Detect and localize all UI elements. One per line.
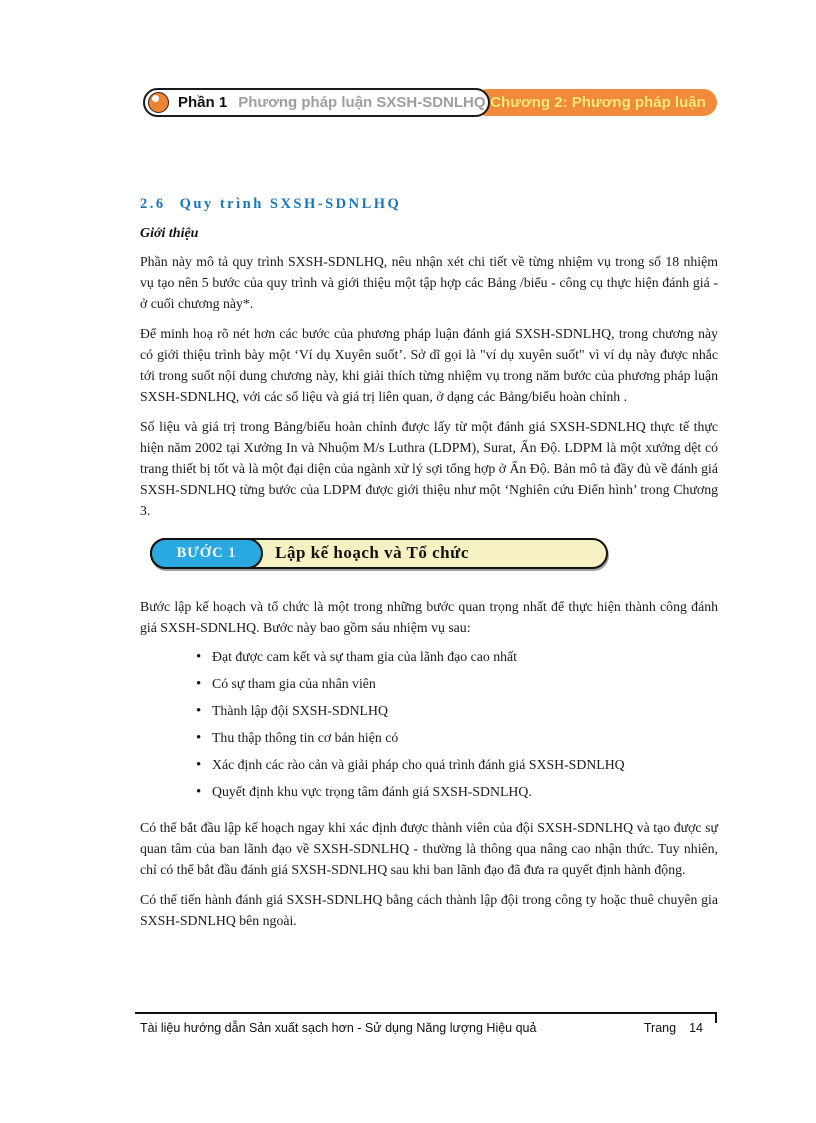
page-header	[0, 88, 816, 117]
task-list	[140, 647, 718, 802]
paragraph: Phần này mô tả quy trình SXSH-SDNLHQ, nêu nhận xét chi tiết về từng nhiệm vụ trong số 18 nhiệm vụ tạo nên 5 bước của quy trình và giới thiệu một tập hợp các Bảng /biểu - công cụ thực hiện đánh giá - ở cuối chương này*.	[140, 254, 718, 311]
page-label: Trang	[643, 1021, 677, 1035]
section-title: Quy trình SXSH-SDNLHQ	[179, 196, 402, 212]
section-heading	[140, 196, 718, 213]
list-item: • Đạt được cam kết và sự tham gia của lãnh đạo cao nhất	[212, 647, 718, 667]
part-label: Phần 1	[178, 94, 228, 111]
paragraph: Bước lập kế hoạch và tổ chức là một trong những bước quan trọng nhất để thực hiện thành công đánh giá SXSH-SDNLHQ. Bước này bao gồm sáu nhiệm vụ sau:	[140, 599, 718, 635]
footer-document-title: Tài liệu hướng dẫn Sản xuất sạch hơn - Sử dụng Năng lượng Hiệu quả	[140, 1021, 537, 1035]
paragraph: Để minh hoạ rõ nét hơn các bước của phương pháp luận đánh giá SXSH-SDNLHQ, trong chương này có giới thiệu trình bày một ‘Ví dụ Xuyên suốt’. Sở dĩ gọi là "ví dụ xuyên suốt" vì ví dụ này được nhắc tới trong suốt nội dung chương này, khi giải thích từng nhiệm vụ trong năm bước của phương pháp luận SXSH-SDNLHQ, với các số liệu và giá trị liên quan, ở dạng các Bảng/biểu hoàn chỉnh .	[140, 326, 718, 404]
chapter-banner	[479, 89, 717, 116]
section-number: 2.6	[140, 196, 166, 212]
page-number-label	[644, 1021, 717, 1035]
intro-heading: Giới thiệu	[140, 226, 199, 241]
list-item: • Thu thập thông tin cơ bản hiện có	[212, 728, 718, 748]
part-title: Phương pháp luận SXSH-SDNLHQ	[238, 94, 486, 111]
page-content	[140, 196, 718, 940]
list-item: • Xác định các rào cản và giải pháp cho quá trình đánh giá SXSH-SDNLHQ	[212, 755, 718, 775]
paragraph: Số liệu và giá trị trong Bảng/biểu hoàn chỉnh được lấy từ một đánh giá SXSH-SDNLHQ thực tế thực hiện năm 2002 tại Xưởng In và Nhuộm M/s Luthra (LDPM), Surat, Ấn Độ. LDPM là một xưởng dệt có trang thiết bị tốt và là một đại diện của ngành xử lý sợi tổng hợp ở Ấn Độ. Bản mô tả đầy đủ về đánh giá SXSH-SDNLHQ từng bước của LDPM được giới thiệu như một ‘Nghiên cứu Điển hình’ trong Chương 3.	[140, 419, 718, 518]
step-label-pill: BƯỚC 1	[150, 538, 263, 569]
step-banner	[150, 538, 608, 569]
list-item: • Thành lập đội SXSH-SDNLHQ	[212, 701, 718, 721]
page-number: 14	[689, 1021, 703, 1035]
sphere-bullet-icon	[148, 92, 169, 113]
page-footer	[135, 1012, 717, 1035]
part-banner	[143, 88, 490, 117]
step-title: Lập kế hoạch và Tổ chức	[275, 543, 469, 562]
list-item: • Quyết định khu vực trọng tâm đánh giá SXSH-SDNLHQ.	[212, 782, 718, 802]
list-item: • Có sự tham gia của nhân viên	[212, 674, 718, 694]
paragraph: Có thể bắt đầu lập kế hoạch ngay khi xác định được thành viên của đội SXSH-SDNLHQ và tạo được sự quan tâm của ban lãnh đạo về SXSH-SDNLHQ - thường là thông qua nâng cao nhận thức. Tuy nhiên, chỉ có thể bắt đầu đánh giá SXSH-SDNLHQ sau khi ban lãnh đạo đã đưa ra quyết định hành động.	[140, 820, 718, 877]
chapter-label: Chương 2: Phương pháp luận	[490, 94, 706, 111]
paragraph: Có thể tiến hành đánh giá SXSH-SDNLHQ bằng cách thành lập đội trong công ty hoặc thuê chuyên gia SXSH-SDNLHQ bên ngoài.	[140, 892, 718, 928]
